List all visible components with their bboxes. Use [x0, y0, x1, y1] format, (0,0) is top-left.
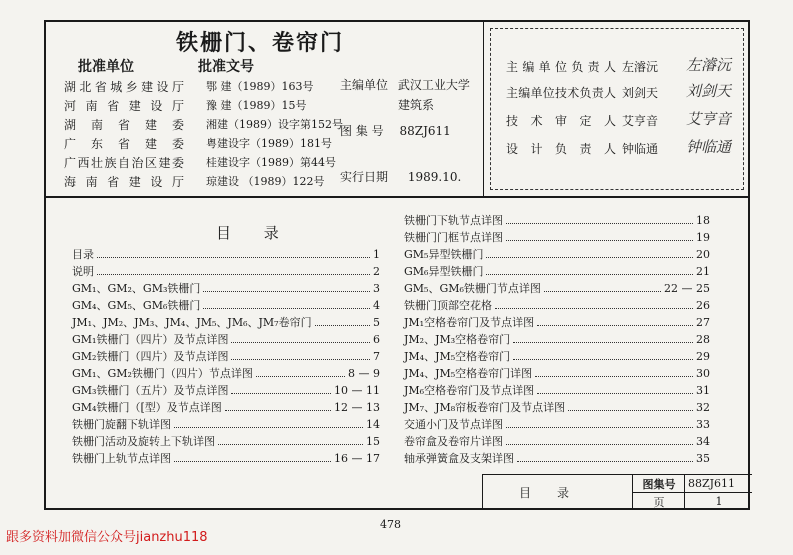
toc-entry-label: 轴承弹簧盒及支架详图 — [404, 452, 514, 465]
responsible-name: 艾亨音 — [622, 114, 659, 128]
editor-unit — [340, 76, 470, 93]
approval-doc: 鄂 建（1989）163号 — [206, 80, 314, 93]
toc-entry-label: 目录 — [72, 248, 94, 261]
approval-row — [64, 116, 343, 133]
toc-entry[interactable] — [404, 433, 710, 449]
toc-entry-label: 铁栅门顶部空花格 — [404, 299, 492, 312]
toc-entry-label: 说明 — [72, 265, 94, 278]
approval-doc: 豫 建（1989）15号 — [206, 99, 307, 112]
toc-entry-page: 32 — [696, 401, 710, 414]
responsible-name: 刘剑天 — [622, 86, 659, 100]
responsible-role: 设计负责人 — [506, 142, 616, 156]
toc-leader — [486, 266, 693, 275]
approval-row — [64, 135, 332, 152]
toc-entry-page: 6 — [373, 333, 380, 346]
toc-entry[interactable] — [404, 331, 710, 347]
toc-leader — [517, 453, 693, 462]
title-block-atlas-value: 88ZJ611 — [688, 477, 736, 490]
effective-date — [340, 168, 461, 185]
toc-entry-page: 29 — [696, 350, 710, 363]
approval-doc: 粤建设字（1989）181号 — [206, 137, 332, 150]
toc-entry-page: 5 — [373, 316, 380, 329]
approval-org: 海南省建设厅 — [64, 175, 184, 189]
toc-entry-page: 16 — 17 — [334, 452, 380, 465]
toc-entry-page: 4 — [373, 299, 380, 312]
toc-leader — [231, 334, 370, 343]
toc-entry[interactable] — [72, 297, 380, 313]
toc-leader — [97, 249, 370, 258]
title-block-page-label: 页 — [653, 495, 665, 509]
toc-entry-page: 31 — [696, 384, 710, 397]
toc-entry-label: 铁栅门上轨节点详图 — [72, 452, 171, 465]
toc-entry[interactable] — [72, 246, 380, 262]
toc-leader — [537, 385, 693, 394]
approval-doc-header: 批准文号 — [198, 59, 254, 75]
toc-leader — [506, 436, 693, 445]
atlas-number — [340, 122, 451, 139]
approval-unit-header: 批准单位 — [78, 59, 134, 75]
drawing-frame — [44, 20, 750, 510]
toc-entry-page: 3 — [373, 282, 380, 295]
toc-entry-page: 7 — [373, 350, 380, 363]
toc-entry-label: GM₅、GM₆铁栅门节点详图 — [404, 282, 541, 295]
signature: 钟临通 — [686, 138, 732, 156]
toc-entry-label: GM₁、GM₂、GM₃铁栅门 — [72, 282, 201, 295]
editor-unit-value: 武汉工业大学 — [397, 78, 470, 92]
editor-unit-dept: 建筑系 — [398, 98, 435, 112]
toc-entry-label: JM₄、JM₅空格卷帘门详图 — [404, 367, 533, 380]
toc-leader — [506, 232, 693, 241]
signature: 艾亨音 — [686, 110, 732, 128]
toc-entry-label: GM₁铁栅门（四片）及节点详图 — [72, 333, 229, 346]
title-block-page-value: 1 — [715, 495, 723, 508]
toc-entry-page: 33 — [696, 418, 710, 431]
toc-title: 目 录 — [216, 224, 293, 242]
toc-leader — [568, 402, 693, 411]
title-block-name: 目录 — [518, 485, 595, 500]
toc-leader — [315, 317, 370, 326]
atlas-number-label: 图 集 号 — [340, 124, 384, 138]
toc-entry[interactable] — [72, 416, 380, 432]
toc-entry[interactable] — [72, 399, 380, 415]
toc-leader — [174, 419, 363, 428]
toc-entry-page: 20 — [696, 248, 710, 261]
approval-org: 河南省建设厅 — [64, 99, 184, 113]
approval-row — [64, 78, 314, 95]
toc-leader — [537, 317, 693, 326]
effective-date-label: 实行日期 — [340, 170, 389, 184]
toc-entry[interactable] — [404, 399, 710, 415]
toc-entry-page: 26 — [696, 299, 710, 312]
toc-entry-page: 18 — [696, 214, 710, 227]
toc-entry-page: 12 — 13 — [334, 401, 380, 414]
toc-entry[interactable] — [404, 382, 710, 398]
approval-org: 湖北省城乡建设厅 — [64, 80, 184, 94]
toc-leader — [203, 300, 370, 309]
toc-entry-label: 铁栅门活动及旋转上下轨详图 — [72, 435, 215, 448]
approval-org: 广西壮族自治区建委 — [64, 156, 184, 170]
toc-entry-label: 铁栅门旋翻下轨详图 — [72, 418, 171, 431]
toc-entry[interactable] — [404, 212, 710, 228]
toc-entry[interactable] — [404, 229, 710, 245]
toc-leader — [495, 300, 693, 309]
toc-entry-page: 34 — [696, 435, 710, 448]
toc-leader — [218, 436, 363, 445]
toc-leader — [225, 402, 331, 411]
responsible-row — [506, 82, 732, 101]
toc-entry[interactable] — [404, 280, 710, 296]
toc-entry-page: 22 — 25 — [664, 282, 710, 295]
toc-leader — [506, 419, 693, 428]
toc-entry[interactable] — [404, 348, 710, 364]
toc-leader — [513, 334, 693, 343]
toc-entry-label: GM₄、GM₅、GM₆铁栅门 — [72, 299, 201, 312]
toc-leader — [535, 368, 693, 377]
toc-entry[interactable] — [72, 365, 380, 381]
toc-leader — [256, 368, 345, 377]
toc-entry[interactable] — [72, 314, 380, 330]
toc-entry-page: 30 — [696, 367, 710, 380]
toc-leader — [97, 266, 370, 275]
toc-entry-page: 27 — [696, 316, 710, 329]
toc-entry-label: GM₆异型铁栅门 — [404, 265, 484, 278]
toc-entry-page: 1 — [373, 248, 380, 261]
approval-row — [64, 154, 336, 171]
toc-entry-page: 10 — 11 — [334, 384, 380, 397]
toc-entry-label: GM₁、GM₂铁栅门（四片）节点详图 — [72, 367, 253, 380]
toc-entry[interactable] — [404, 263, 710, 279]
toc-entry[interactable] — [72, 450, 380, 466]
toc-entry-page: 8 — 9 — [348, 367, 380, 380]
editor-unit-label: 主编单位 — [340, 78, 389, 92]
toc-leader — [486, 249, 693, 258]
title-block-atlas-label: 图集号 — [642, 477, 676, 491]
toc-leader — [513, 351, 693, 360]
responsible-role: 主编单位技术负责人 — [506, 86, 616, 100]
approval-org: 湖南省建委 — [64, 118, 184, 132]
toc-entry[interactable] — [72, 433, 380, 449]
toc-entry-label: JM₇、JM₈帘板卷帘门及节点详图 — [404, 401, 566, 414]
toc-entry-page: 2 — [373, 265, 380, 278]
toc-entry[interactable] — [404, 416, 710, 432]
responsible-row — [506, 56, 732, 75]
toc-entry-label: GM₂铁栅门（四片）及节点详图 — [72, 350, 229, 363]
toc-entry[interactable] — [404, 246, 710, 262]
toc-entry[interactable] — [72, 280, 380, 296]
toc-leader — [174, 453, 331, 462]
toc-entry-label: JM₄、JM₅空格卷帘门 — [404, 350, 511, 363]
toc-entry-page: 15 — [366, 435, 380, 448]
page-number: 478 — [380, 518, 401, 531]
toc-entry[interactable] — [72, 348, 380, 364]
toc-entry-page: 21 — [696, 265, 710, 278]
header-vertical-divider — [483, 22, 484, 196]
responsible-name: 钟临通 — [622, 142, 659, 156]
approval-row — [64, 173, 325, 190]
toc-entry-label: 卷帘盒及卷帘片详图 — [404, 435, 503, 448]
responsible-role: 主编单位负责人 — [506, 60, 616, 74]
toc-leader — [203, 283, 370, 292]
responsible-row — [506, 110, 732, 129]
toc-entry-label: 铁栅门门框节点详图 — [404, 231, 503, 244]
toc-leader — [506, 215, 693, 224]
atlas-number-value: 88ZJ611 — [399, 124, 451, 138]
toc-entry-label: GM₅异型铁栅门 — [404, 248, 484, 261]
footer-watermark: 跟多资料加微信公众号jianzhu118 — [6, 530, 208, 545]
toc-entry-label: JM₁、JM₂、JM₃、JM₄、JM₅、JM₆、JM₇卷帘门 — [72, 316, 312, 329]
approval-org: 广东省建委 — [64, 137, 184, 151]
toc-entry-label: JM₂、JM₃空格卷帘门 — [404, 333, 511, 346]
toc-entry-page: 28 — [696, 333, 710, 346]
effective-date-value: 1989.10. — [407, 170, 462, 184]
toc-entry-label: GM₄铁栅门（[型）及节点详图 — [72, 401, 222, 414]
header-divider — [46, 196, 748, 198]
toc-leader — [231, 385, 331, 394]
toc-entry[interactable] — [404, 450, 710, 466]
toc-entry[interactable] — [72, 331, 380, 347]
toc-entry-label: JM₆空格卷帘门及节点详图 — [404, 384, 535, 397]
toc-entry-label: JM₁空格卷帘门及节点详图 — [404, 316, 535, 329]
toc-entry[interactable] — [404, 297, 710, 313]
approval-doc: 桂建设字（1989）第44号 — [206, 156, 336, 169]
toc-entry-page: 19 — [696, 231, 710, 244]
toc-entry[interactable] — [404, 314, 710, 330]
toc-entry-label: GM₃铁栅门（五片）及节点详图 — [72, 384, 229, 397]
toc-entry[interactable] — [404, 365, 710, 381]
toc-leader — [231, 351, 370, 360]
responsible-role: 技术审定人 — [506, 114, 616, 128]
toc-entry-label: 铁栅门下轨节点详图 — [404, 214, 503, 227]
signature: 刘剑天 — [686, 82, 732, 100]
signature: 左濬沅 — [686, 56, 732, 74]
responsible-name: 左濬沅 — [622, 60, 659, 74]
approval-doc: 湘建（1989）设字第152号 — [206, 118, 343, 131]
toc-entry[interactable] — [72, 382, 380, 398]
toc-entry-page: 14 — [366, 418, 380, 431]
toc-leader — [544, 283, 661, 292]
document-title: 铁栅门、卷帘门 — [176, 30, 345, 56]
toc-entry-label: 交通小门及节点详图 — [404, 418, 503, 431]
toc-entry-page: 35 — [696, 452, 710, 465]
approval-row — [64, 97, 307, 114]
approval-doc: 琼建设 （1989）122号 — [206, 175, 325, 188]
toc-entry[interactable] — [72, 263, 380, 279]
responsible-row — [506, 138, 732, 157]
